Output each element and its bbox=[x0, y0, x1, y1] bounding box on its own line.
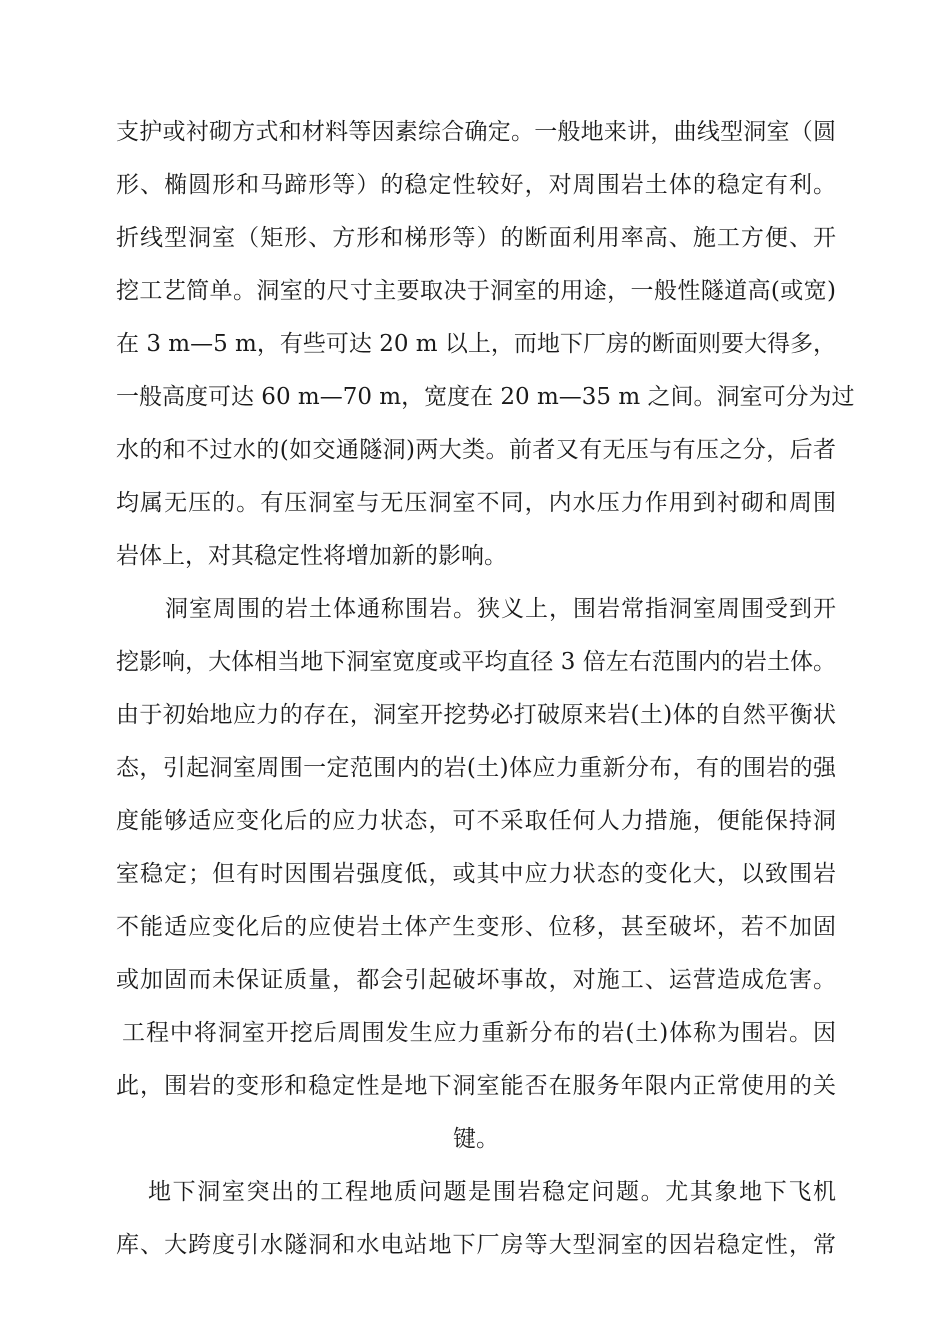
text-line: 挖影响，大体相当地下洞室宽度或平均直径 3 倍左右范围内的岩土体。 bbox=[116, 649, 836, 675]
text-line: 挖工艺简单。洞室的尺寸主要取决于洞室的用途，一般性隧道高(或宽) bbox=[116, 278, 836, 304]
text-line: 由于初始地应力的存在，洞室开挖势必打破原来岩(土)体的自然平衡状 bbox=[116, 702, 836, 728]
text-line: 不能适应变化后的应使岩土体产生变形、位移，甚至破坏，若不加固 bbox=[116, 914, 836, 940]
text-line: 支护或衬砌方式和材料等因素综合确定。一般地来讲，曲线型洞室（圆 bbox=[116, 119, 836, 145]
text-line: 库、大跨度引水隧洞和水电站地下厂房等大型洞室的因岩稳定性，常 bbox=[116, 1232, 836, 1258]
text-line: 折线型洞室（矩形、方形和梯形等）的断面利用率高、施工方便、开 bbox=[116, 225, 836, 251]
text-line: 均属无压的。有压洞室与无压洞室不同，内水压力作用到衬砌和周围 bbox=[116, 490, 836, 516]
text-line: 键。 bbox=[453, 1126, 499, 1152]
text-line: 室稳定；但有时因围岩强度低，或其中应力状态的变化大，以致围岩 bbox=[116, 861, 836, 887]
text-line: 此，围岩的变形和稳定性是地下洞室能否在服务年限内正常使用的关 bbox=[116, 1073, 836, 1099]
text-line: 工程中将洞室开挖后周围发生应力重新分布的岩(土)体称为围岩。因 bbox=[122, 1020, 836, 1046]
text-line: 岩体上，对其稳定性将增加新的影响。 bbox=[116, 543, 507, 569]
text-line: 形、椭圆形和马蹄形等）的稳定性较好，对周围岩土体的稳定有利。 bbox=[116, 172, 836, 198]
text-line: 或加固而未保证质量，都会引起破坏事故，对施工、运营造成危害。 bbox=[116, 967, 836, 993]
text-line: 一般高度可达 60 m—70 m，宽度在 20 m—35 m 之间。洞室可分为过 bbox=[116, 384, 855, 410]
text-line: 地下洞室突出的工程地质问题是围岩稳定问题。尤其象地下飞机 bbox=[148, 1179, 836, 1205]
text-line: 水的和不过水的(如交通隧洞)两大类。前者又有无压与有压之分，后者 bbox=[116, 437, 836, 463]
text-line: 度能够适应变化后的应力状态，可不采取任何人力措施，便能保持洞 bbox=[116, 808, 836, 834]
text-line: 态，引起洞室周围一定范围内的岩(土)体应力重新分布，有的围岩的强 bbox=[116, 755, 836, 781]
text-line: 洞室周围的岩土体通称围岩。狭义上，围岩常指洞室周围受到开 bbox=[165, 596, 836, 622]
text-line: 在 3 m—5 m，有些可达 20 m 以上，而地下厂房的断面则要大得多， bbox=[116, 331, 836, 357]
